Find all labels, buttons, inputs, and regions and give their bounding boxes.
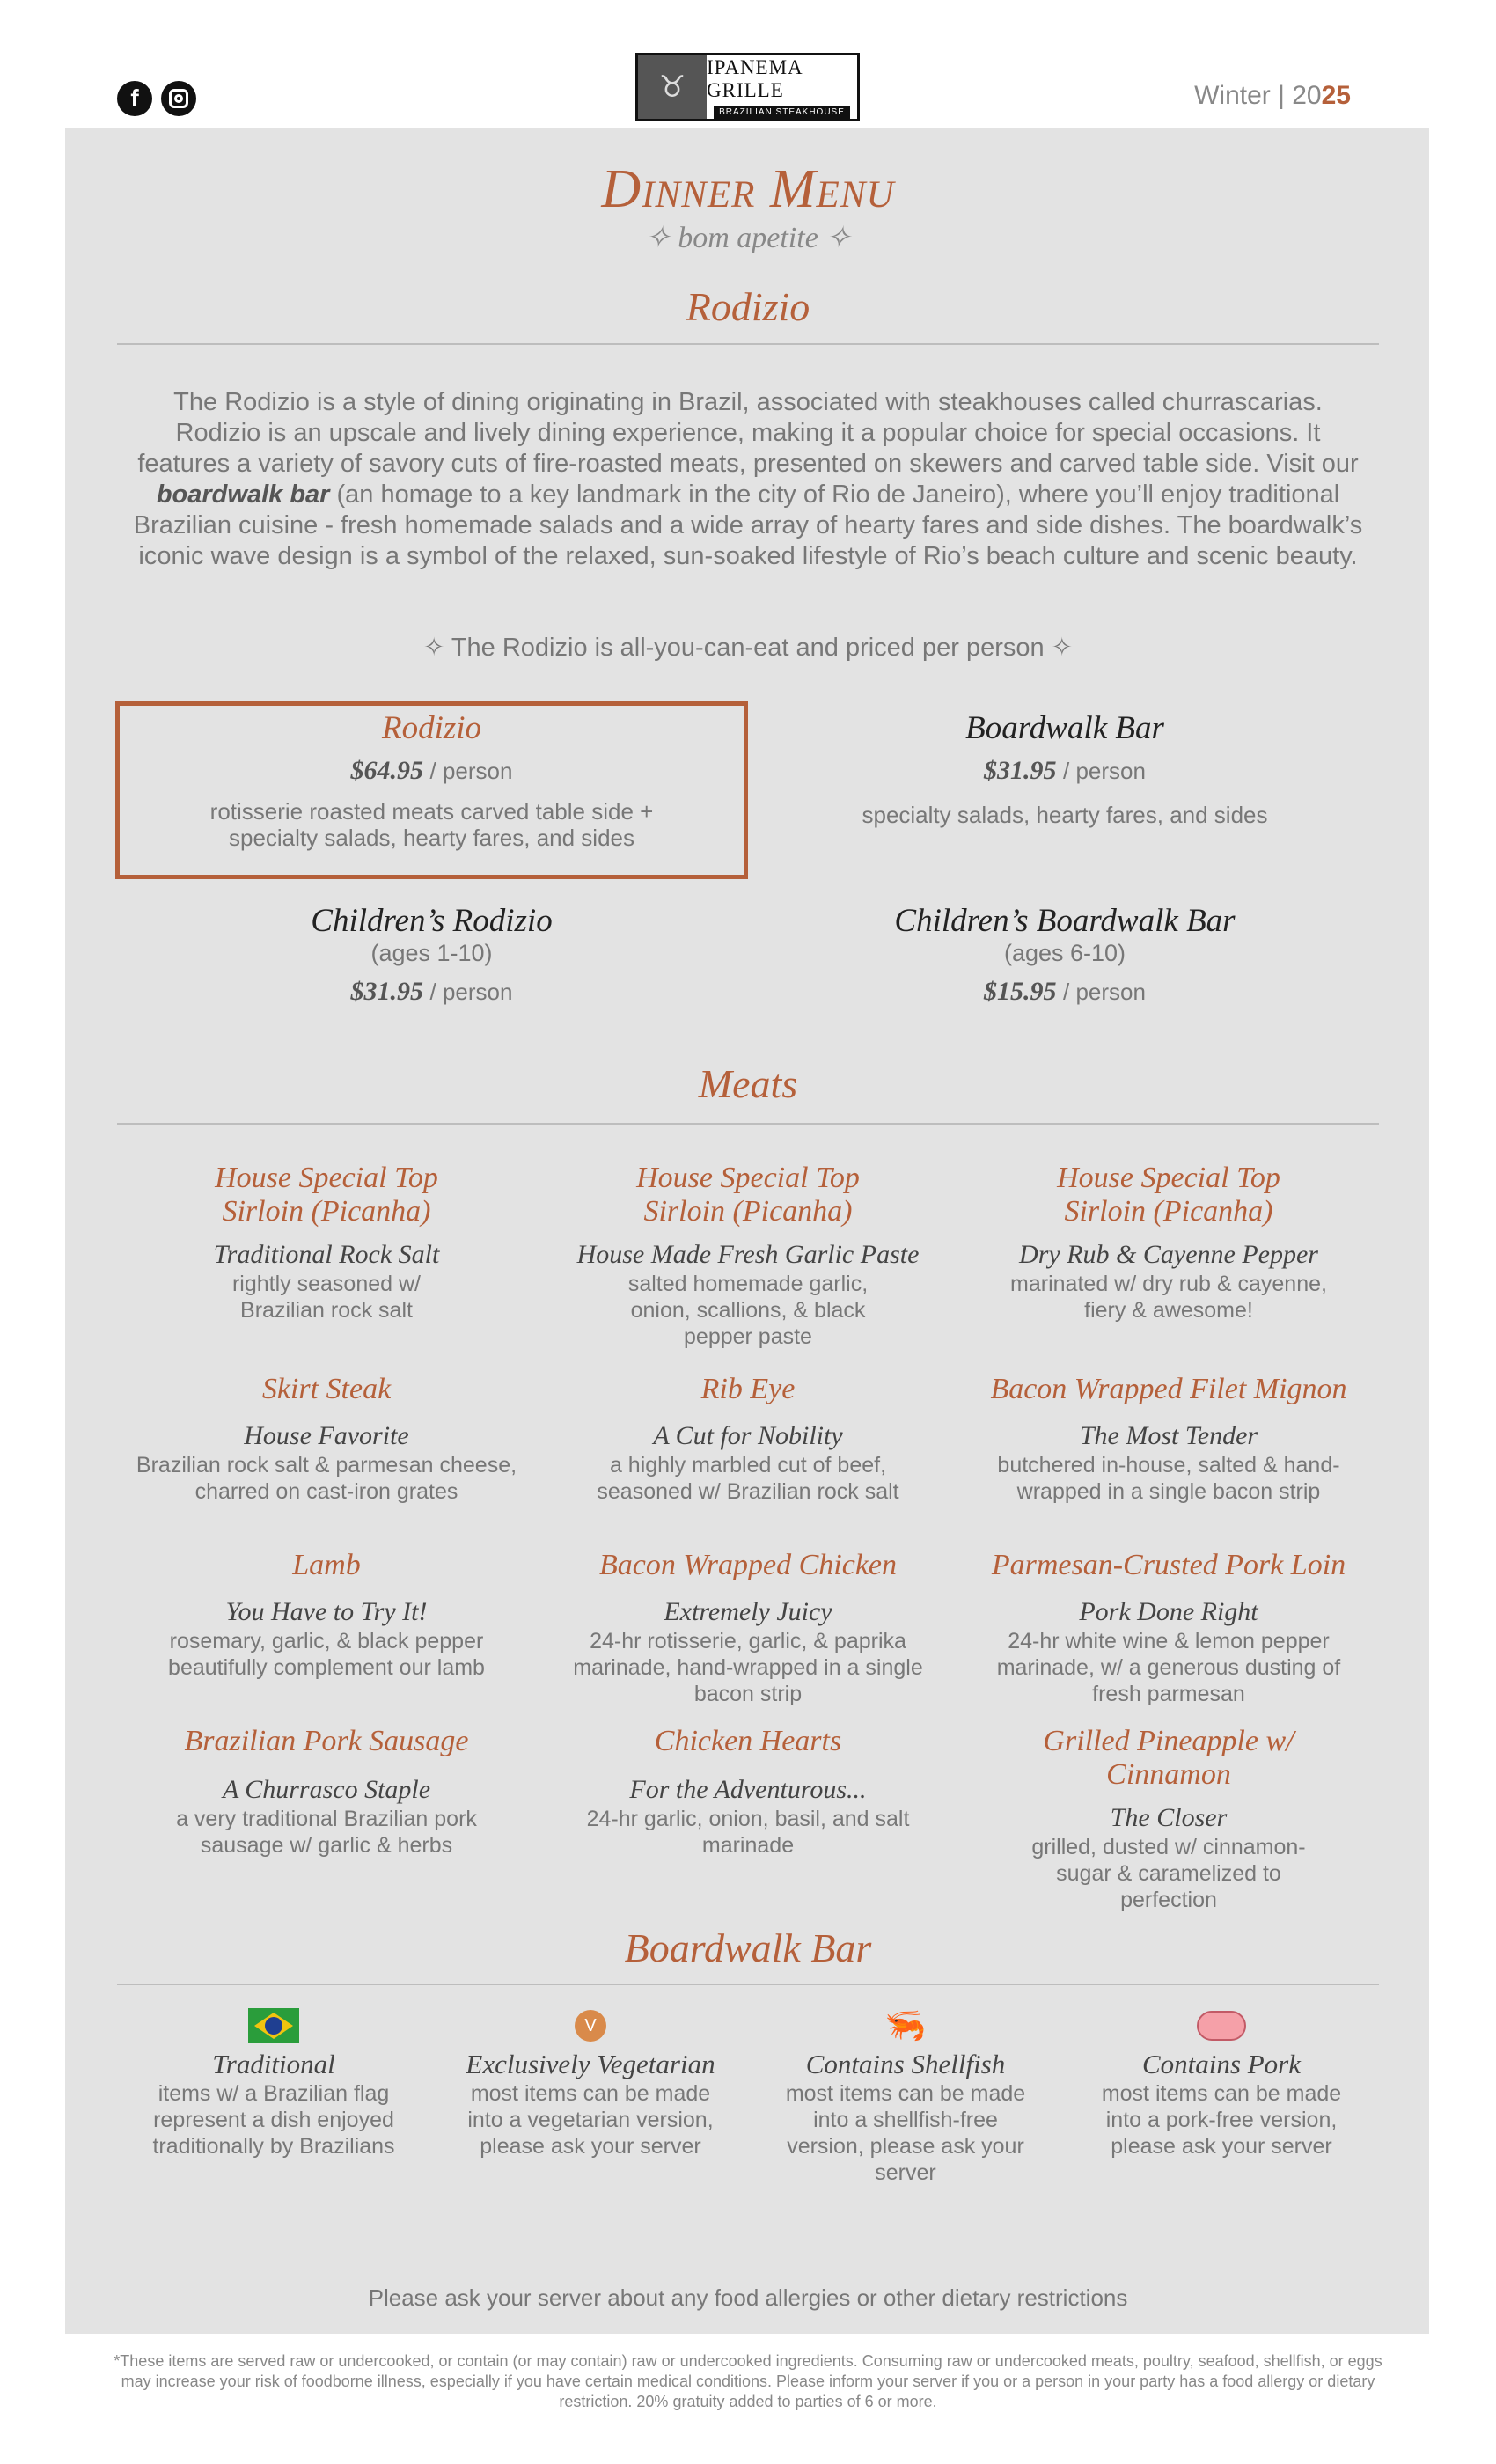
option-rodizio (115, 709, 748, 851)
meat-item (115, 1549, 538, 1681)
meat-desc: salted homemade garlic, onion, scallions, & black pepper paste (627, 1272, 869, 1349)
meat-name: House Special Top Sirloin (Picanha) (636, 1162, 860, 1228)
meat-name: Parmesan-Crusted Pork Loin (991, 1549, 1346, 1581)
legend-desc: items w/ a Brazilian flag represent a dish enjoyed traditionally by Brazilians (152, 2081, 395, 2159)
social-links (117, 81, 196, 116)
logo-name: IPANEMA GRILLE (707, 55, 803, 101)
meat-name: Grilled Pineapple w/ Cinnamon (1043, 1725, 1294, 1791)
allergy-note: Please ask your server about any food allergies or other dietary restrictions (368, 2284, 1128, 2311)
option-name: Rodizio (381, 710, 482, 746)
season-label: Winter | 2025 (1194, 81, 1351, 110)
option-name: Boardwalk Bar (965, 710, 1164, 746)
legend-title: Contains Pork (1142, 2049, 1301, 2079)
meat-item (115, 1162, 538, 1324)
option-price: $15.95 / person (984, 977, 1146, 1006)
meat-tagline: For the Adventurous... (629, 1775, 867, 1804)
meat-item (537, 1162, 959, 1350)
meat-item (537, 1373, 959, 1505)
meat-item (957, 1725, 1380, 1913)
meat-name: Skirt Steak (261, 1373, 392, 1405)
meat-tagline: Dry Rub & Cayenne Pepper (1019, 1240, 1318, 1269)
meat-item (115, 1725, 538, 1859)
option-price: $64.95 / person (350, 756, 513, 785)
section-heading-rodizio: Rodizio (686, 284, 810, 329)
meat-item (537, 1549, 959, 1707)
option-price: $31.95 / person (350, 977, 513, 1006)
option-name: Children’s Boardwalk Bar (894, 903, 1236, 939)
divider (117, 1123, 1379, 1125)
meat-tagline: House Made Fresh Garlic Paste (576, 1240, 920, 1269)
meat-desc: 24-hr garlic, onion, basil, and salt marinade (586, 1807, 910, 1858)
instagram-icon[interactable] (161, 81, 196, 116)
logo-subtitle: BRAZILIAN STEAKHOUSE (714, 106, 850, 119)
legend-pork (1076, 2006, 1367, 2160)
meat-desc: rosemary, garlic, & black pepper beautifully complement our lamb (168, 1629, 485, 1680)
meat-name: Brazilian Pork Sausage (184, 1725, 469, 1757)
meat-desc: 24-hr rotisserie, garlic, & paprika marinade, hand-wrapped in a single bacon strip (573, 1629, 923, 1706)
legend-title: Contains Shellfish (805, 2049, 1006, 2079)
section-heading-meats: Meats (698, 1061, 798, 1106)
option-name: Children’s Rodizio (311, 903, 553, 939)
bull-icon: ♉ (638, 55, 707, 119)
legend-shellfish (760, 2006, 1051, 2186)
meat-desc: a highly marbled cut of beef, seasoned w/ Brazilian rock salt (597, 1453, 899, 1504)
meat-item (957, 1162, 1380, 1324)
fine-print: *These items are served raw or undercooked, or contain (or may contain) raw or undercooked ingredients. Consuming raw or undercooked meats, poultry, seafood, shellfish, or eggs may increase your risk of foodborne illness, especially if you have certain medical conditions. Please inform your server if you or a person in your party has a food allergy or dietary restriction. 20% gratuity added to parties of 6 or more. (114, 2352, 1382, 2410)
meat-item (957, 1373, 1380, 1505)
legend-title: Exclusively Vegetarian (466, 2049, 715, 2079)
meat-desc: rightly seasoned w/ Brazilian rock salt (231, 1272, 421, 1323)
meat-desc: grilled, dusted w/ cinnamon-sugar & caramelized to perfection (1031, 1835, 1306, 1912)
rodizio-intro: The Rodizio is a style of dining originating in Brazil, associated with steakhouses called churrascarias. Rodizio is an upscale and lively dining experience, making it a popular choice for special occasions. It features a variety of savory cuts of fire-roasted meats, presented on skewers and carved table side. Visit our boardwalk bar (an homage to a key landmark in the city of Rio de Janeiro), where you’ll enjoy traditional Brazilian cuisine - fresh homemade salads and a wide array of hearty fares and side dishes. The boardwalk’s iconic wave design is a symbol of the relaxed, sun-soaked lifestyle of Rio’s beach culture and scenic beauty. (133, 388, 1363, 570)
meat-tagline: House Favorite (244, 1421, 409, 1450)
meat-name: Chicken Hearts (654, 1725, 842, 1757)
menu-title: Dinner Menu (601, 159, 895, 219)
option-desc: specialty salads, hearty fares, and sides (862, 802, 1268, 828)
meat-tagline: Traditional Rock Salt (213, 1240, 440, 1269)
option-boardwalk-bar (774, 709, 1355, 828)
shrimp-icon: 🦐 (884, 2007, 927, 2044)
meat-desc: marinated w/ dry rub & cayenne, fiery & awesome! (1010, 1272, 1327, 1323)
legend-vegetarian (445, 2006, 736, 2160)
restaurant-logo (635, 53, 860, 121)
section-heading-boardwalk-bar: Boardwalk Bar (624, 1925, 872, 1970)
legend-desc: most items can be made into a shellfish-free version, please ask your server (785, 2081, 1026, 2185)
meat-item (115, 1373, 538, 1505)
meat-desc: butchered in-house, salted & hand-wrapped in a single bacon strip (997, 1453, 1340, 1504)
facebook-icon[interactable]: f (117, 81, 152, 116)
meat-tagline: Extremely Juicy (664, 1597, 832, 1626)
menu-subtitle: ✧ bom apetite ✧ (645, 222, 851, 254)
legend-traditional (128, 2006, 419, 2160)
divider (117, 343, 1379, 345)
divider (117, 1984, 1379, 1985)
meat-desc: 24-hr white wine & lemon pepper marinade, w/ a generous dusting of fresh parmesan (996, 1629, 1341, 1706)
meat-item (957, 1549, 1380, 1707)
option-price: $31.95 / person (984, 756, 1146, 785)
meat-name: Bacon Wrapped Chicken (598, 1549, 898, 1581)
option-childrens-boardwalk-bar (774, 902, 1355, 1007)
legend-desc: most items can be made into a pork-free version, please ask your server (1101, 2081, 1342, 2159)
vegetarian-icon: V (575, 2010, 606, 2042)
option-desc: rotisserie roasted meats carved table side + specialty salads, hearty fares, and sides (209, 798, 654, 851)
meat-name: House Special Top Sirloin (Picanha) (215, 1162, 438, 1228)
meat-tagline: Pork Done Right (1079, 1597, 1258, 1626)
rodizio-note: ✧ The Rodizio is all-you-can-eat and priced per person ✧ (423, 634, 1073, 662)
meat-tagline: A Churrasco Staple (222, 1775, 431, 1804)
legend-desc: most items can be made into a vegetarian version, please ask your server (467, 2081, 714, 2159)
meat-name: Bacon Wrapped Filet Mignon (990, 1373, 1347, 1405)
meat-tagline: A Cut for Nobility (653, 1421, 843, 1450)
meat-item (537, 1725, 959, 1859)
meat-name: Lamb (292, 1549, 361, 1581)
option-childrens-rodizio (115, 902, 748, 1007)
legend-title: Traditional (212, 2049, 335, 2079)
meat-tagline: The Most Tender (1079, 1421, 1258, 1450)
pig-icon (1197, 2011, 1246, 2041)
option-ages: (ages 1-10) (370, 940, 493, 966)
meat-tagline: The Closer (1110, 1803, 1228, 1832)
meat-tagline: You Have to Try It! (225, 1597, 428, 1626)
meat-desc: a very traditional Brazilian pork sausage w/ garlic & herbs (176, 1807, 477, 1858)
meat-name: Rib Eye (700, 1373, 796, 1405)
option-ages: (ages 6-10) (1003, 940, 1126, 966)
meat-name: House Special Top Sirloin (Picanha) (1057, 1162, 1280, 1228)
brazil-flag-icon (248, 2008, 299, 2043)
meat-desc: Brazilian rock salt & parmesan cheese, charred on cast-iron grates (136, 1453, 517, 1504)
